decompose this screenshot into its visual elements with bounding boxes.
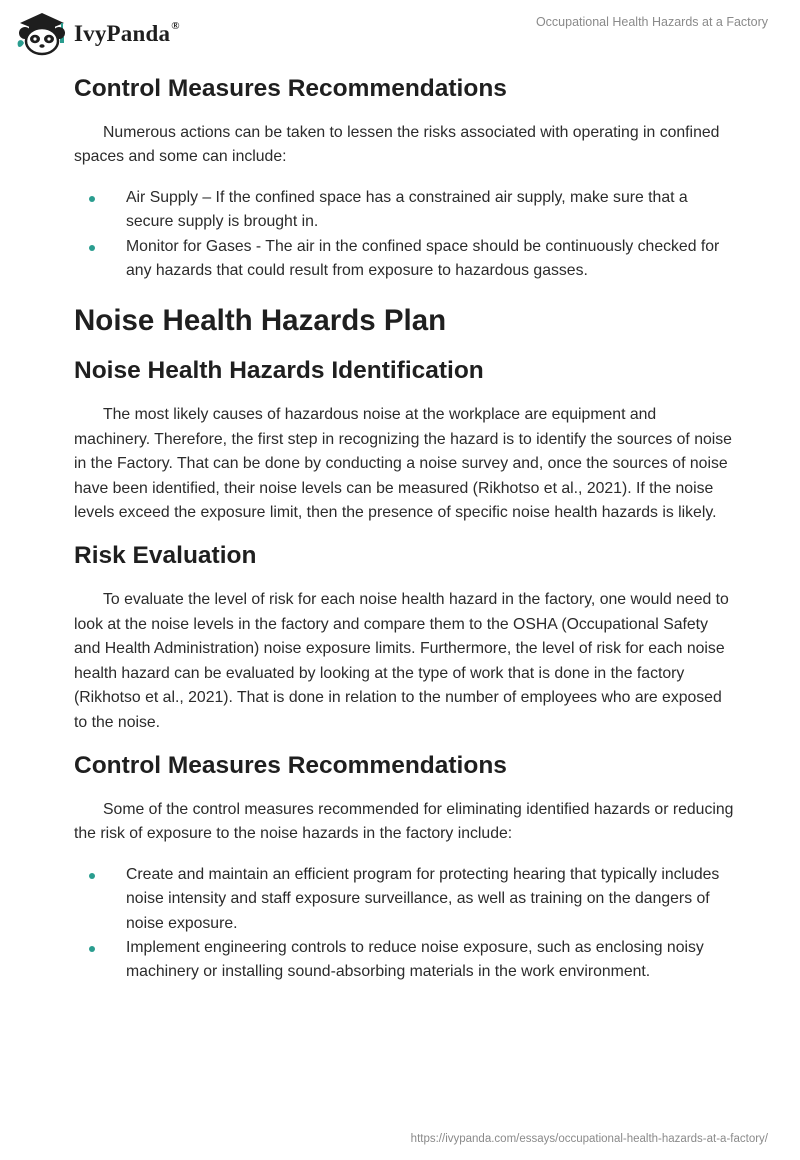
- paragraph: Numerous actions can be taken to lessen the risks associated with operating in confined spaces and some can include:: [74, 124, 720, 166]
- article-content: [74, 70, 734, 985]
- section-heading-risk-evaluation: Risk Evaluation: [74, 542, 257, 570]
- paragraph: To evaluate the level of risk for each noise health hazard in the factory, one would need to look at the noise levels in the factory and compare them to the OSHA (Occupational Safety and Health Administration) noise exposure limits. Furthermore, the level of risk for each noise health hazard can be evaluated by looking at the type of work that is done in the factory (Rikhotso et al., 2021). That is done in relation to the number of employees who are exposed to the noise.: [74, 591, 729, 731]
- panda-graduate-icon: [14, 10, 70, 56]
- bullet-icon: [89, 245, 95, 251]
- paragraph: Some of the control measures recommended for eliminating identified hazards or reducing the risk of exposure to the noise hazards in the factory include:: [74, 800, 734, 843]
- source-url-link[interactable]: https://ivypanda.com/essays/occupational-health-hazards-at-a-factory/: [410, 1133, 768, 1145]
- section-heading-control-measures: Control Measures Recommendations: [74, 75, 507, 102]
- list-item: Implement engineering controls to reduce noise exposure, such as enclosing noisy machinery or installing sound-absorbing materials in the work environment.: [74, 936, 734, 985]
- section-heading-identification: Noise Health Hazards Identification: [74, 357, 484, 385]
- bullet-list: [74, 863, 734, 985]
- bullet-icon: [89, 873, 95, 879]
- list-item: Create and maintain an efficient program for protecting hearing that typically includes noise intensity and staff exposure surveillance, as well as training on the dangers of noise exposure.: [74, 863, 734, 936]
- section-heading-control-measures-2: Control Measures Recommendations: [74, 751, 507, 779]
- list-item: Air Supply – If the confined space has a constrained air supply, make sure that a secure supply is brought in.: [74, 186, 734, 235]
- page-header: [0, 0, 800, 70]
- bullet-list: [74, 186, 734, 284]
- list-item: Monitor for Gases - The air in the confined space should be continuously checked for any hazards that could result from exposure to hazardous gasses.: [74, 235, 734, 284]
- paragraph: The most likely causes of hazardous noise at the workplace are equipment and machinery. Therefore, the first step in recognizing the hazard is to identify the sources of noise in the Factory. That can be done by conducting a noise survey and, once the sources of noise have been identified, their noise levels can be measured (Rikhotso et al., 2021). If the noise levels exceed the exposure limit, then the presence of specific noise health hazards is likely.: [74, 406, 732, 522]
- bullet-icon: [89, 196, 95, 202]
- bullet-icon: [89, 946, 95, 952]
- document-title: Occupational Health Hazards at a Factory: [535, 15, 768, 29]
- ivypanda-logo[interactable]: [14, 10, 180, 56]
- brand-name: IvyPanda®: [74, 20, 180, 46]
- section-title-noise-plan: Noise Health Hazards Plan: [74, 304, 447, 338]
